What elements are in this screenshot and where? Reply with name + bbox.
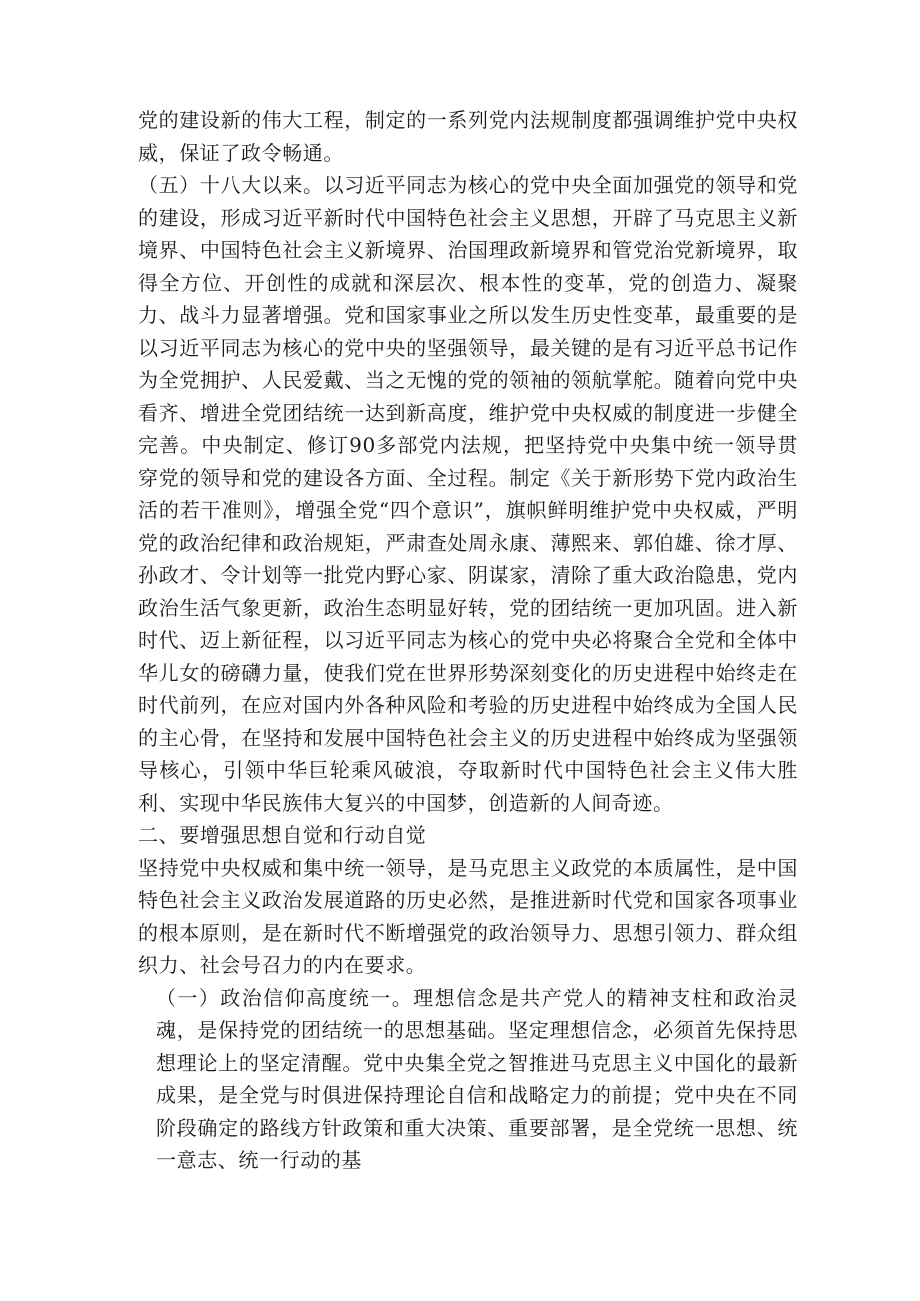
paragraph-continuation: 党的建设新的伟大工程，制定的一系列党内法规制度都强调维护党中央权威，保证了政令畅通。 — [138, 108, 798, 165]
paragraph-section-five: （五）十八大以来。以习近平同志为核心的党中央全面加强党的领导和党的建设，形成习近平新时代中国特色社会主义思想，开辟了马克思主义新境界、中国特色社会主义新境界、治国理政新境界和管党治党新境界，取得全方位、开创性的成就和深层次、根本性的变革，党的创造力、凝聚力、战斗力显著增强。党和国家事业之所以发生历史性变革，最重要的是以习近平同志为核心的党中央的坚强领导，最关键的是有习近平总书记作为全党拥护、人民爱戴、当之无愧的党的领袖的领航掌舵。随着向党中央看齐、增进全党团结统一达到新高度，维护党中央权威的制度进一步健全完善。中央制定、修订90多部党内法规，把坚持党中央集中统一领导贯穿党的领导和党的建设各方面、全过程。制定《关于新形势下党内政治生活的若干准则》，增强全党“四个意识”，旗帜鲜明维护党中央权威，严明党的政治纪律和政治规矩，严肃查处周永康、薄熙来、郭伯雄、徐才厚、孙政才、令计划等一批党内野心家、阴谋家，清除了重大政治隐患，党内政治生活气象更新，政治生态明显好转，党的团结统一更加巩固。进入新时代、迈上新征程，以习近平同志为核心的党中央必将聚合全党和全体中华儿女的磅礴力量，使我们党在世界形势深刻变化的历史进程中始终走在时代前列，在应对国内外各种风险和考验的历史进程中始终成为全国人民的主心骨，在坚持和发展中国特色社会主义的历史进程中始终成为坚强领导核心，引领中华巨轮乘风破浪，夺取新时代中国特色社会主义伟大胜利、实现中华民族伟大复兴的中国梦，创造新的人间奇迹。 — [138, 173, 798, 815]
document-body — [138, 104, 798, 1177]
paragraph-intro: 坚持党中央权威和集中统一领导，是马克思主义政党的本质属性，是中国特色社会主义政治发展道路的历史必然，是推进新时代党和国家各项事业的根本原则，是在新时代不断增强党的政治领导力、思想引领力、群众组织力、社会号召力的内在要求。 — [138, 855, 798, 977]
paragraph-subsection-one: （一）政治信仰高度统一。理想信念是共产党人的精神支柱和政治灵魂，是保持党的团结统一的思想基础。坚定理想信念，必须首先保持思想理论上的坚定清醒。党中央集全党之智推进马克思主义中国化的最新成果，是全党与时俱进保持理论自信和战略定力的前提；党中央在不同阶段确定的路线方针政策和重大决策、重要部署，是全党统一思想、统一意志、统一行动的基 — [156, 985, 798, 1172]
section-heading-two: 二、要增强思想自觉和行动自觉 — [138, 823, 427, 847]
